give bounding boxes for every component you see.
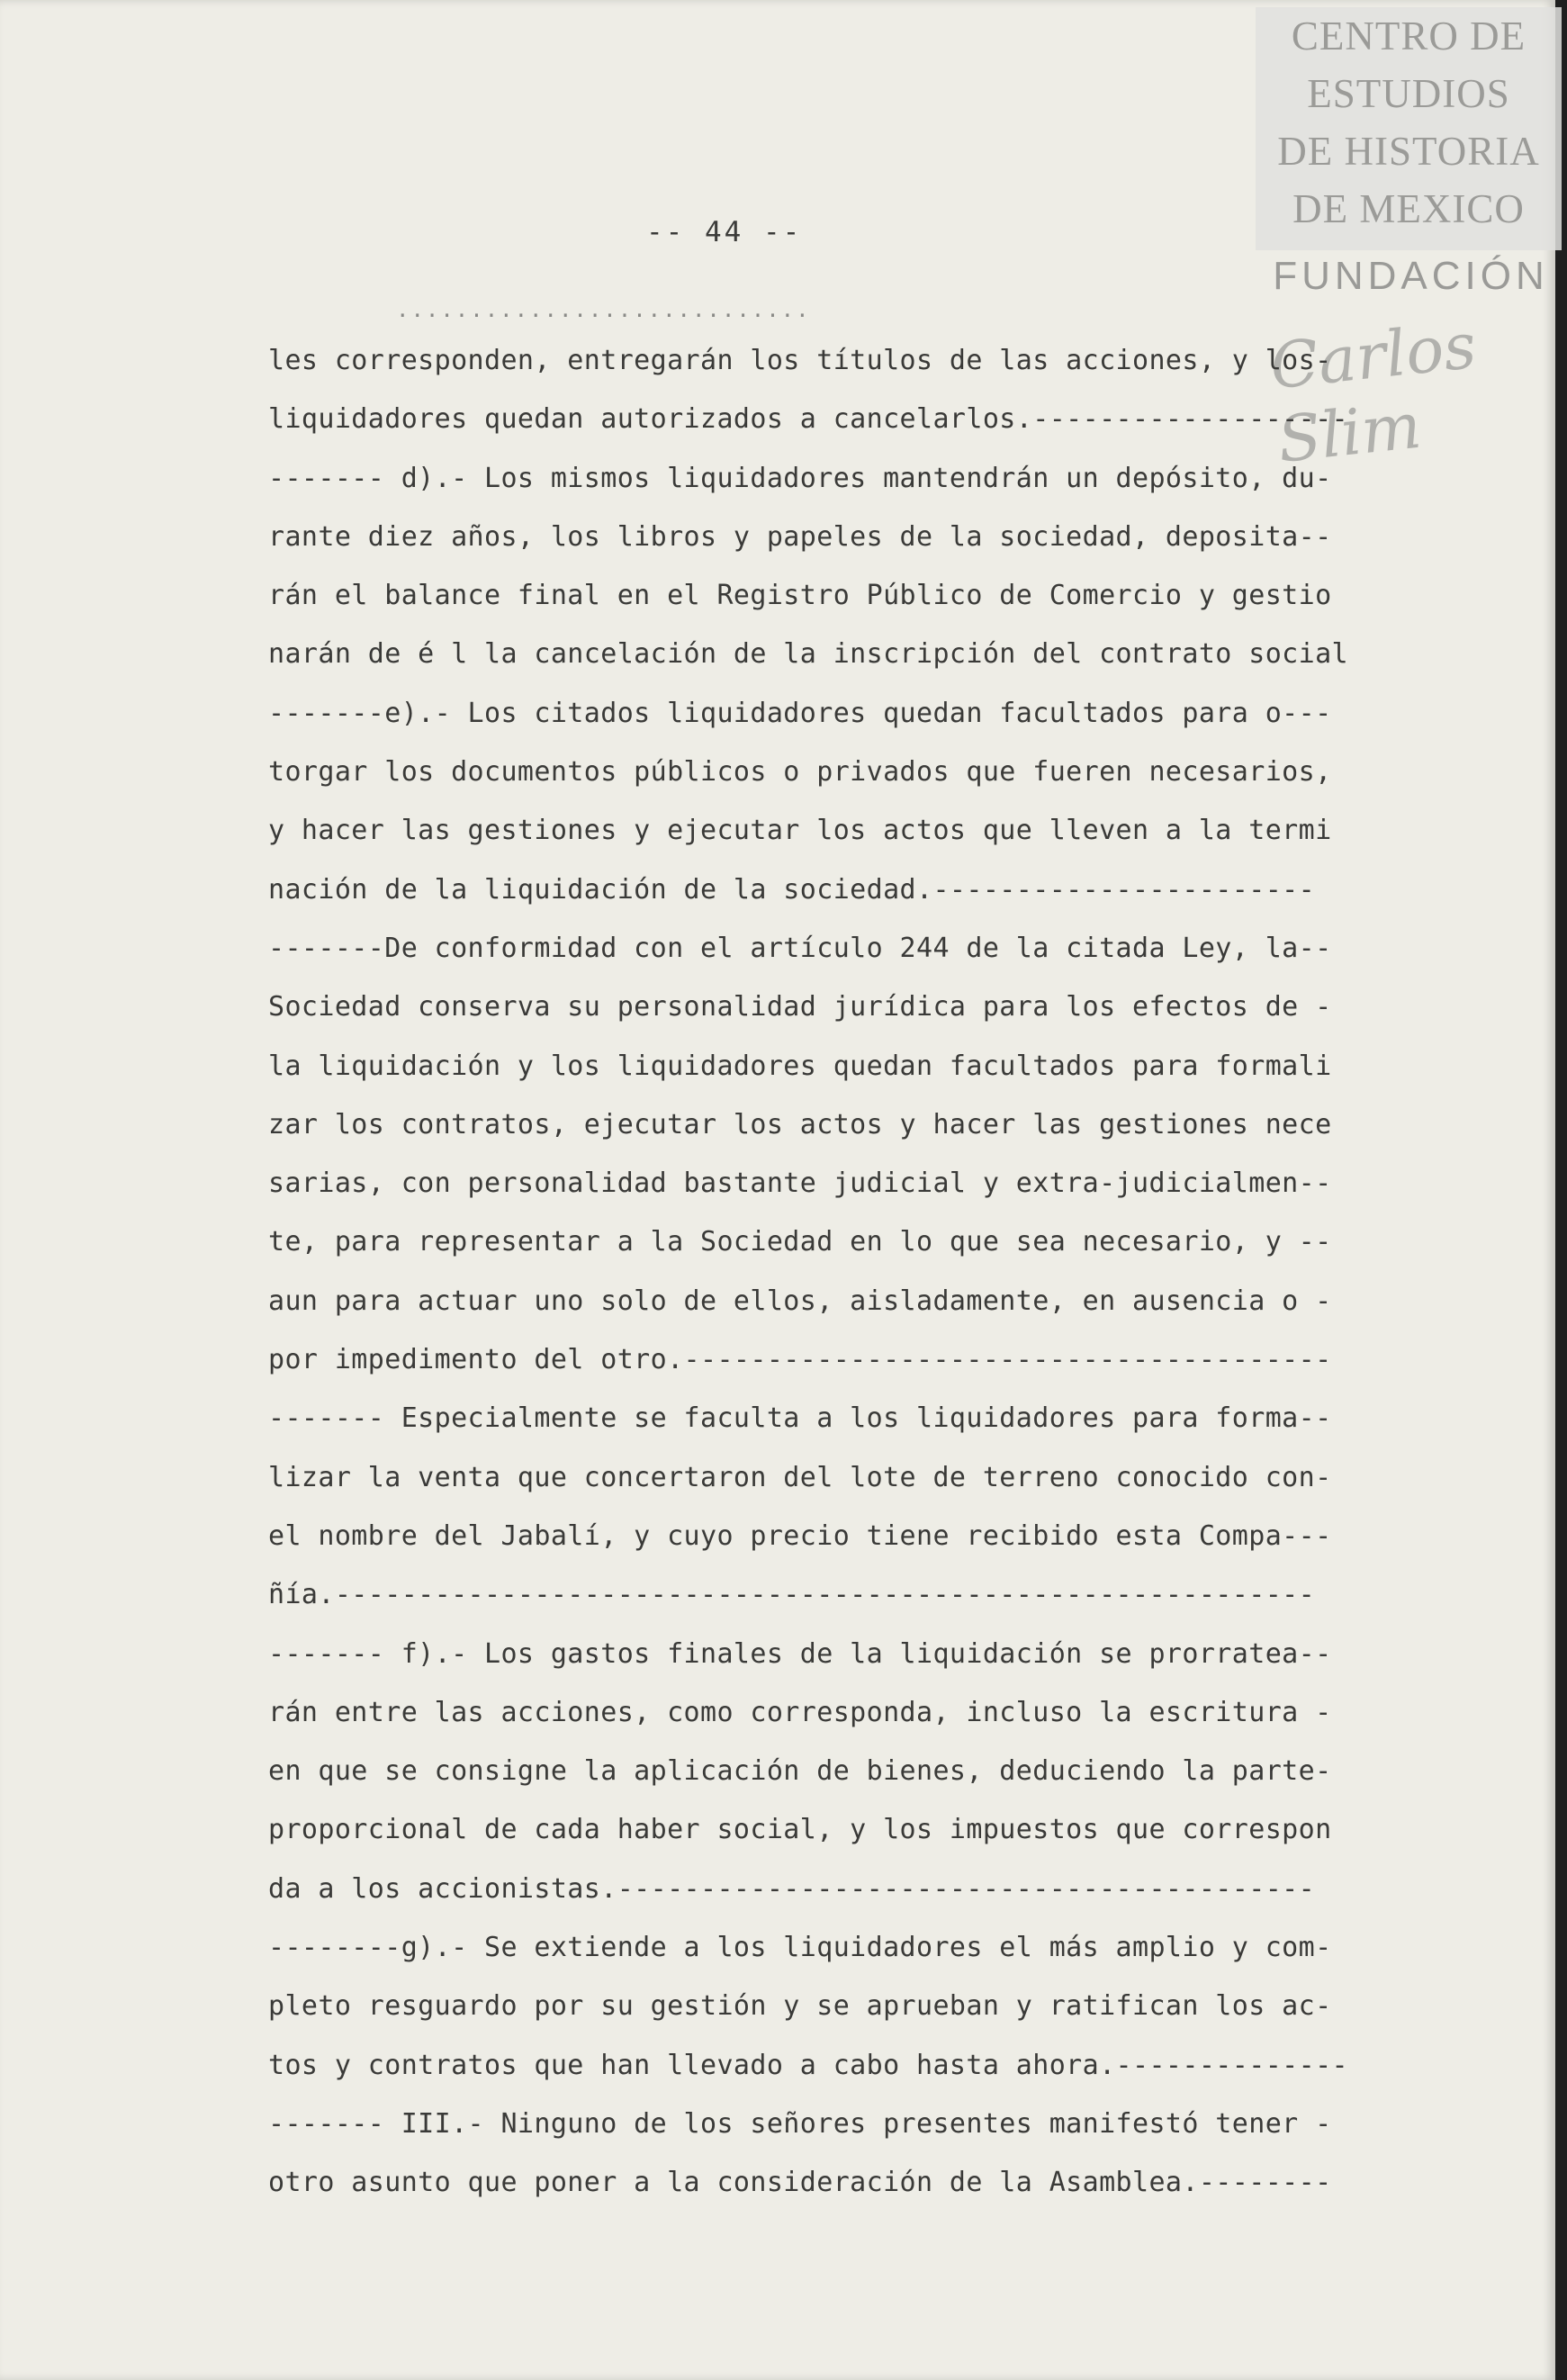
text-line: -------De conformidad con el artículo 244 de la citada Ley, la-- <box>268 932 1332 964</box>
foundation-signature: Carlos Slim <box>1266 308 1480 477</box>
stamp-line: CENTRO DE <box>1291 14 1526 59</box>
text-line: ------- f).- Los gastos finales de la liquidación se prorratea-- <box>268 1637 1332 1670</box>
stamp-line: DE HISTORIA <box>1277 129 1540 174</box>
text-line: en que se consigne la aplicación de bienes, deduciendo la parte- <box>268 1755 1332 1788</box>
text-line: rante diez años, los libros y papeles de la sociedad, deposita-- <box>268 520 1332 553</box>
text-line: sarias, con personalidad bastante judicial y extra-judicialmen-- <box>268 1167 1332 1200</box>
text-line: tos y contratos que han llevado a cabo hasta ahora.-------------- <box>268 2049 1348 2081</box>
text-line: narán de é l la cancelación de la inscripción del contrato social <box>268 638 1348 671</box>
text-line: lizar la venta que concertaron del lote de terreno conocido con- <box>268 1461 1332 1493</box>
dotted-separator: ............................ <box>396 297 811 322</box>
text-line: y hacer las gestiones y ejecutar los actos que lleven a la termi <box>268 815 1332 847</box>
text-line: aun para actuar uno solo de ellos, aisladamente, en ausencia o - <box>268 1285 1332 1317</box>
text-line: nación de la liquidación de la sociedad.----------------------- <box>268 873 1316 906</box>
text-line: ------- III.- Ninguno de los señores presentes manifestó tener - <box>268 2107 1332 2140</box>
text-line: rán entre las acciones, como corresponda, incluso la escritura - <box>268 1696 1332 1728</box>
stamp-line: DE MEXICO <box>1292 186 1525 231</box>
text-line: te, para representar a la Sociedad en lo que sea necesario, y -- <box>268 1226 1332 1258</box>
text-line: el nombre del Jabalí, y cuyo precio tiene recibido esta Compa--- <box>268 1519 1332 1552</box>
foundation-label: FUNDACIÓN <box>1273 254 1549 298</box>
stamp-line: ESTUDIOS <box>1307 71 1510 116</box>
text-line: les corresponden, entregarán los títulos de las acciones, y los- <box>268 345 1332 376</box>
text-line: ------- Especialmente se faculta a los liquidadores para forma-- <box>268 1402 1332 1435</box>
text-line: la liquidación y los liquidadores quedan facultados para formali <box>268 1050 1332 1082</box>
text-line: por impedimento del otro.--------------------------------------- <box>268 1344 1332 1376</box>
text-line: liquidadores quedan autorizados a cancelarlos.------------------- <box>268 403 1348 436</box>
text-line: zar los contratos, ejecutar los actos y hacer las gestiones nece <box>268 1108 1332 1140</box>
text-line: Sociedad conserva su personalidad jurídica para los efectos de - <box>268 991 1332 1023</box>
text-line: -------e).- Los citados liquidadores quedan facultados para o--- <box>268 697 1332 729</box>
text-line: otro asunto que poner a la consideración de la Asamblea.-------- <box>268 2167 1332 2199</box>
text-line: rán el balance final en el Registro Público de Comercio y gestio <box>268 580 1332 612</box>
text-line: --------g).- Se extiende a los liquidadores el más amplio y com- <box>268 1932 1332 1964</box>
text-line: proporcional de cada haber social, y los impuestos que correspon <box>268 1814 1332 1846</box>
typed-text-body <box>268 331 1456 2213</box>
archive-stamp <box>1256 7 1562 250</box>
text-line: da a los accionistas.------------------------------------------ <box>268 1872 1316 1905</box>
page-number: -- 44 -- <box>646 216 803 248</box>
text-line: torgar los documentos públicos o privados que fueren necesarios, <box>268 756 1332 789</box>
text-line: ------- d).- Los mismos liquidadores mantendrán un depósito, du- <box>268 462 1332 494</box>
text-line: pleto resguardo por su gestión y se aprueban y ratifican los ac- <box>268 1990 1332 2023</box>
text-line: ñía.----------------------------------------------------------- <box>268 1579 1316 1611</box>
